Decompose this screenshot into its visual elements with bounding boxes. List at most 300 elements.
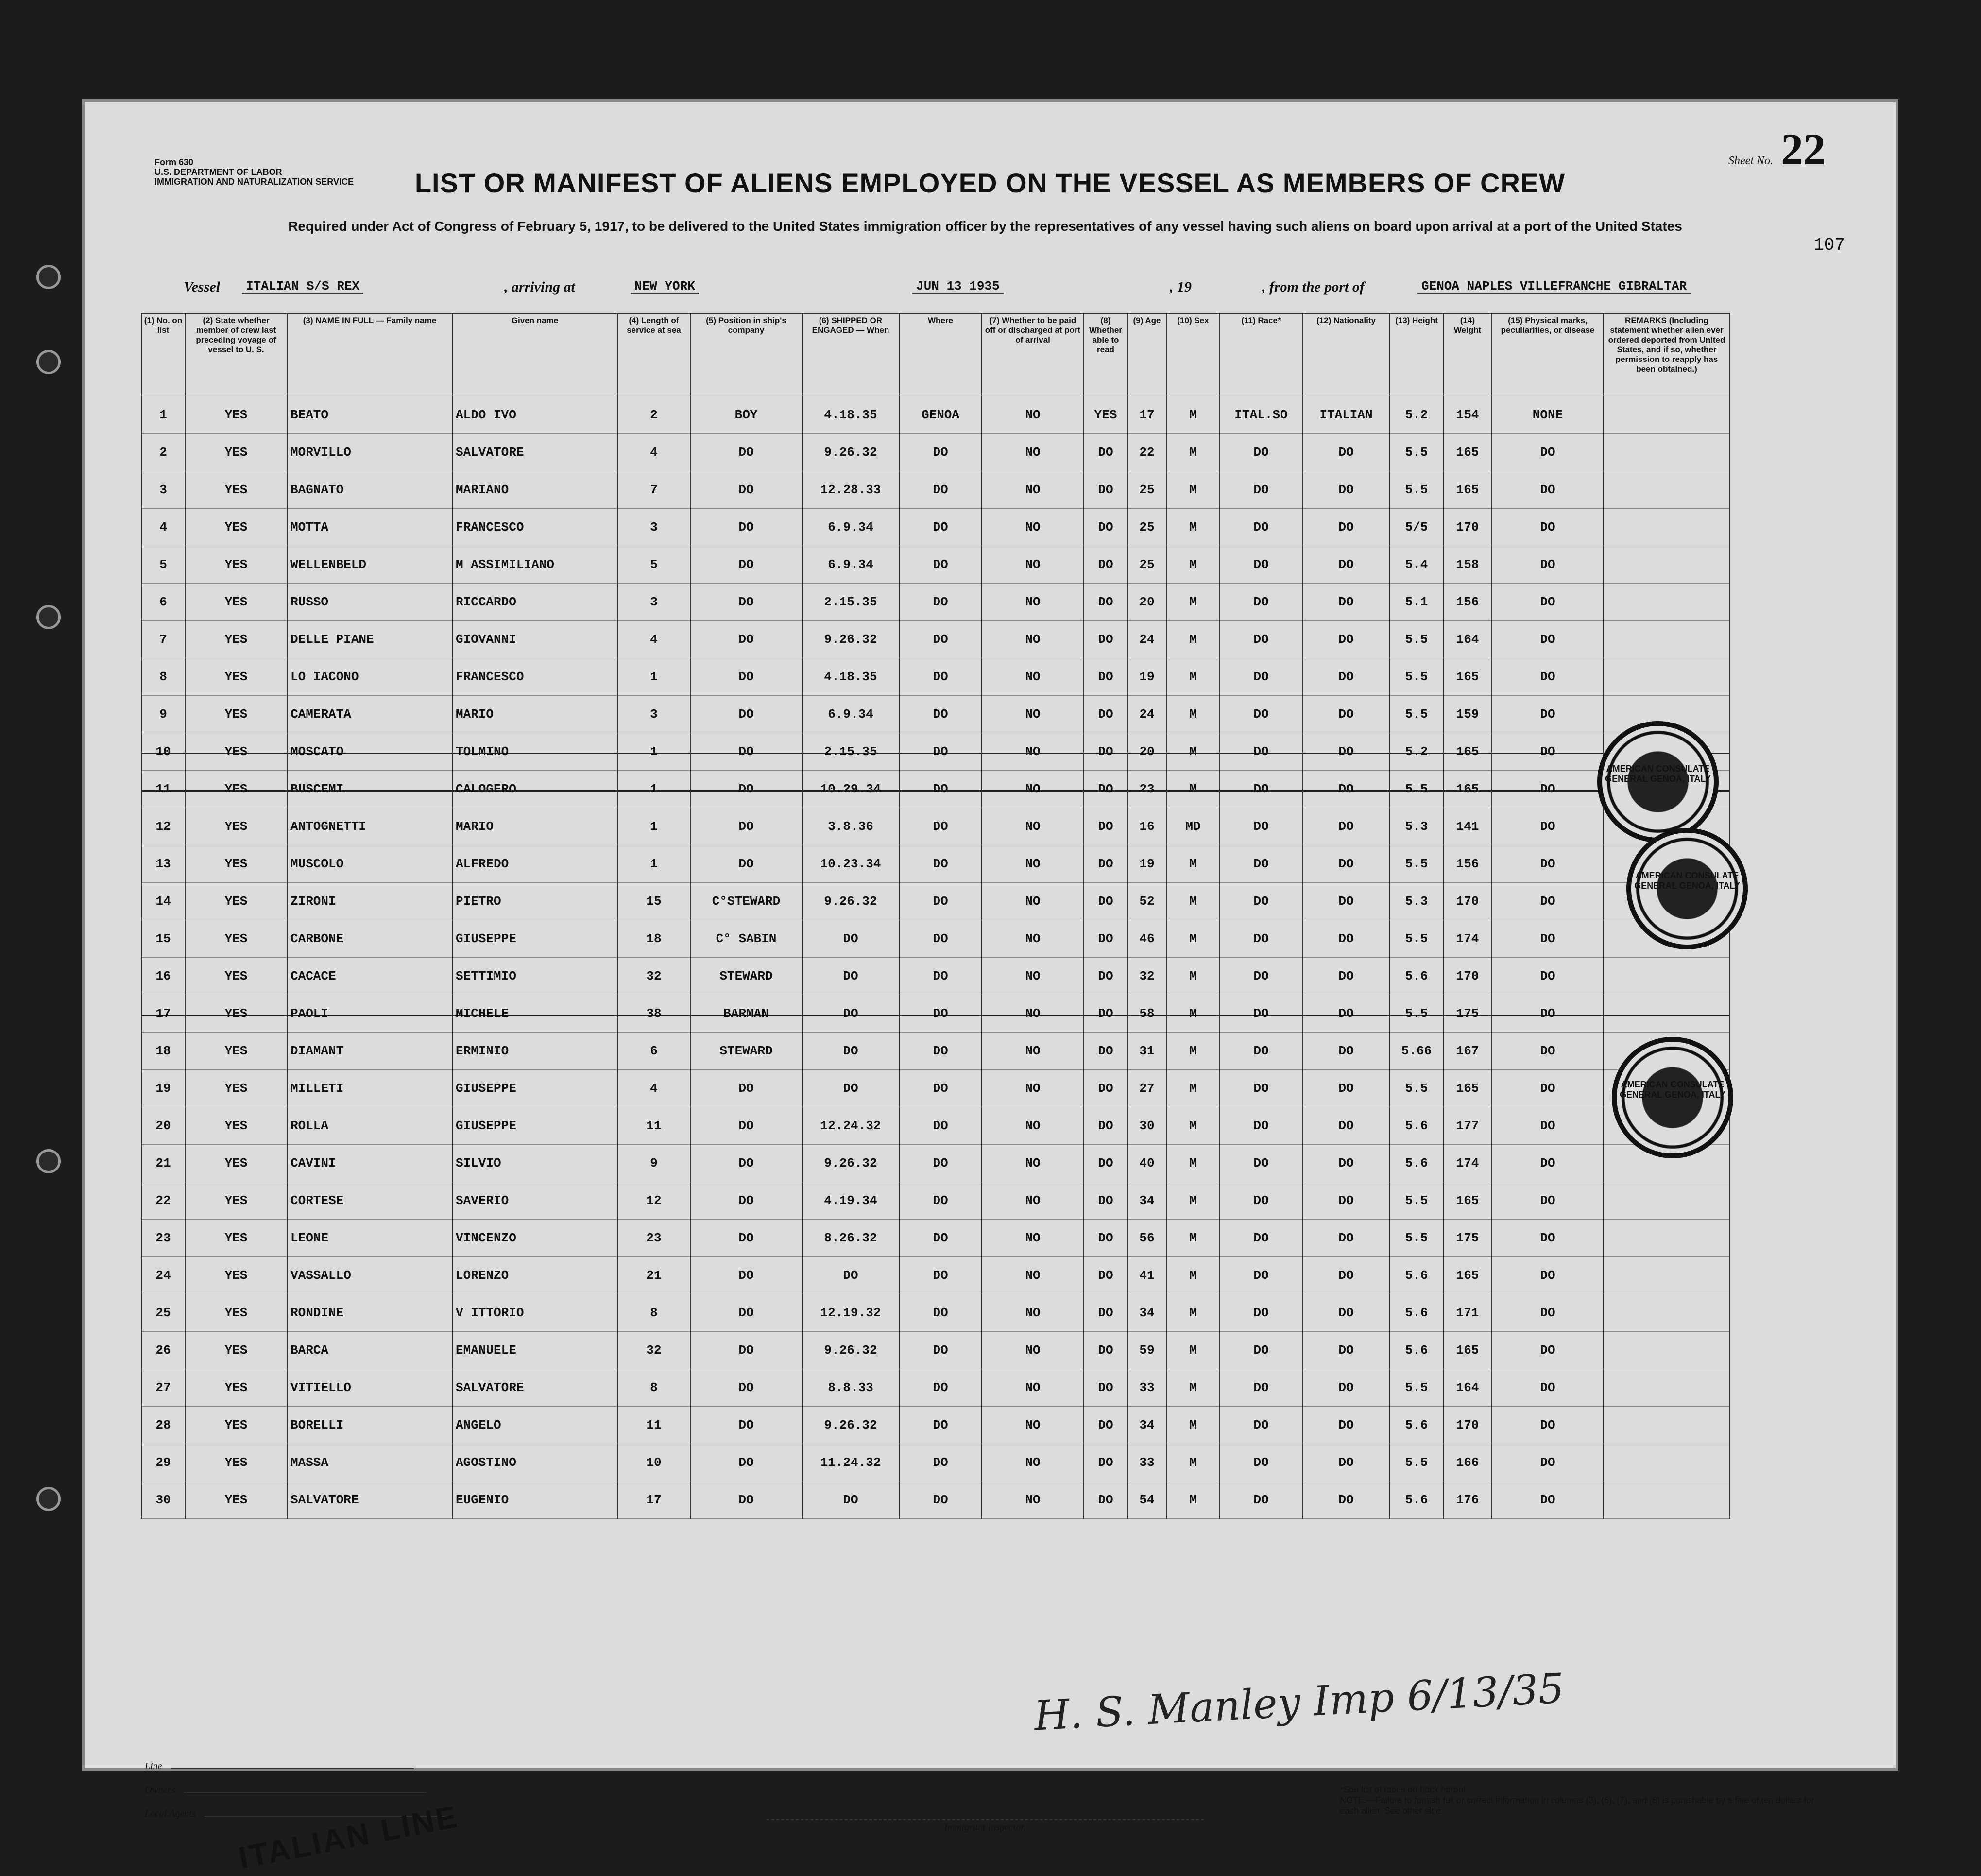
- nationality-cell: DO: [1302, 1220, 1390, 1257]
- service-length-cell: 1: [617, 808, 690, 845]
- nationality-cell: DO: [1302, 621, 1390, 658]
- family-name-cell: BAGNATO: [287, 471, 452, 509]
- shipped-when-cell: 6.9.34: [802, 546, 899, 584]
- position-cell: DO: [690, 1257, 802, 1294]
- able-to-read-cell: DO: [1084, 995, 1127, 1033]
- able-to-read-cell: DO: [1084, 509, 1127, 546]
- col-header-height: (13) Height: [1390, 313, 1443, 396]
- service-length-cell: 3: [617, 509, 690, 546]
- service-length-cell: 15: [617, 883, 690, 920]
- position-cell: DO: [690, 1182, 802, 1220]
- table-row: [141, 509, 1730, 546]
- weight-cell: 158: [1443, 546, 1492, 584]
- physical-marks-cell: DO: [1492, 1033, 1604, 1070]
- position-cell: DO: [690, 1407, 802, 1444]
- age-cell: 20: [1127, 733, 1166, 771]
- table-row: [141, 696, 1730, 733]
- physical-marks-cell: DO: [1492, 1220, 1604, 1257]
- able-to-read-cell: DO: [1084, 1257, 1127, 1294]
- previous-voyage-cell: YES: [185, 434, 287, 471]
- remarks-cell: [1604, 471, 1730, 509]
- weight-cell: 156: [1443, 845, 1492, 883]
- position-cell: DO: [690, 658, 802, 696]
- previous-voyage-cell: YES: [185, 733, 287, 771]
- sex-cell: M: [1166, 1145, 1220, 1182]
- given-name-cell: ANGELO: [452, 1407, 617, 1444]
- binder-hole: [36, 605, 61, 629]
- weight-cell: 165: [1443, 658, 1492, 696]
- col-header-no: (1) No. on list: [141, 313, 185, 396]
- remarks-cell: [1604, 1369, 1730, 1407]
- shipped-when-cell: 6.9.34: [802, 696, 899, 733]
- row-number-cell: 16: [141, 958, 185, 995]
- physical-marks-cell: DO: [1492, 471, 1604, 509]
- paid-off-cell: NO: [982, 883, 1084, 920]
- paid-off-cell: NO: [982, 920, 1084, 958]
- race-cell: DO: [1220, 696, 1302, 733]
- remarks-cell: [1604, 621, 1730, 658]
- shipped-when-cell: 6.9.34: [802, 509, 899, 546]
- height-cell: 5.5: [1390, 1220, 1443, 1257]
- position-cell: DO: [690, 546, 802, 584]
- weight-cell: 164: [1443, 1369, 1492, 1407]
- family-name-cell: PAOLI: [287, 995, 452, 1033]
- height-cell: 5.5: [1390, 1369, 1443, 1407]
- shipped-where-cell: DO: [899, 771, 982, 808]
- height-cell: 5.5: [1390, 1182, 1443, 1220]
- service-length-cell: 1: [617, 658, 690, 696]
- physical-marks-cell: DO: [1492, 1369, 1604, 1407]
- position-cell: DO: [690, 471, 802, 509]
- height-cell: 5.6: [1390, 1107, 1443, 1145]
- sex-cell: M: [1166, 621, 1220, 658]
- col-header-given-name: Given name: [452, 313, 617, 396]
- table-row: [141, 1257, 1730, 1294]
- race-cell: DO: [1220, 920, 1302, 958]
- sex-cell: M: [1166, 1332, 1220, 1369]
- height-cell: 5.3: [1390, 808, 1443, 845]
- shipped-when-cell: 2.15.35: [802, 584, 899, 621]
- height-cell: 5.3: [1390, 883, 1443, 920]
- arriving-label: , arriving at: [504, 279, 575, 295]
- table-row: [141, 958, 1730, 995]
- weight-cell: 159: [1443, 696, 1492, 733]
- given-name-cell: GIOVANNI: [452, 621, 617, 658]
- shipped-where-cell: DO: [899, 920, 982, 958]
- previous-voyage-cell: YES: [185, 621, 287, 658]
- shipped-when-cell: 9.26.32: [802, 883, 899, 920]
- family-name-cell: VASSALLO: [287, 1257, 452, 1294]
- age-cell: 59: [1127, 1332, 1166, 1369]
- owners-label: Owners: [145, 1785, 175, 1795]
- position-cell: DO: [690, 1481, 802, 1519]
- age-cell: 19: [1127, 845, 1166, 883]
- sex-cell: M: [1166, 1220, 1220, 1257]
- remarks-cell: [1604, 546, 1730, 584]
- race-cell: DO: [1220, 1369, 1302, 1407]
- table-row: [141, 1444, 1730, 1481]
- position-cell: DO: [690, 1369, 802, 1407]
- height-cell: 5.6: [1390, 1407, 1443, 1444]
- able-to-read-cell: DO: [1084, 771, 1127, 808]
- height-cell: 5.6: [1390, 1332, 1443, 1369]
- able-to-read-cell: DO: [1084, 733, 1127, 771]
- row-number-cell: 19: [141, 1070, 185, 1107]
- service-length-cell: 1: [617, 771, 690, 808]
- sex-cell: M: [1166, 920, 1220, 958]
- shipped-when-cell: 12.28.33: [802, 471, 899, 509]
- sex-cell: M: [1166, 995, 1220, 1033]
- table-row: [141, 1145, 1730, 1182]
- family-name-cell: MOTTA: [287, 509, 452, 546]
- able-to-read-cell: DO: [1084, 621, 1127, 658]
- sex-cell: M: [1166, 1070, 1220, 1107]
- weight-cell: 165: [1443, 771, 1492, 808]
- seal-text: AMERICAN CONSULATE GENERAL GENOA, ITALY: [1620, 1080, 1725, 1100]
- row-number-cell: 8: [141, 658, 185, 696]
- sex-cell: M: [1166, 509, 1220, 546]
- col-header-shipped-where: Where: [899, 313, 982, 396]
- remarks-cell: [1604, 1481, 1730, 1519]
- service-length-cell: 18: [617, 920, 690, 958]
- remarks-cell: [1604, 958, 1730, 995]
- physical-marks-cell: DO: [1492, 509, 1604, 546]
- shipped-where-cell: DO: [899, 1220, 982, 1257]
- previous-voyage-cell: YES: [185, 471, 287, 509]
- height-cell: 5.5: [1390, 920, 1443, 958]
- manifest-sheet: [82, 99, 1898, 1876]
- given-name-cell: SAVERIO: [452, 1182, 617, 1220]
- race-cell: ITAL.SO: [1220, 396, 1302, 434]
- shipped-where-cell: DO: [899, 434, 982, 471]
- table-row: [141, 771, 1730, 808]
- table-row: [141, 808, 1730, 845]
- nationality-cell: DO: [1302, 1332, 1390, 1369]
- service-length-cell: 11: [617, 1107, 690, 1145]
- physical-marks-cell: DO: [1492, 658, 1604, 696]
- col-header-service: (4) Length of service at sea: [617, 313, 690, 396]
- arrival-date: JUN 13 1935: [912, 279, 1004, 294]
- shipped-when-cell: DO: [802, 995, 899, 1033]
- previous-voyage-cell: YES: [185, 808, 287, 845]
- crew-table: [141, 313, 1730, 1519]
- given-name-cell: MARIO: [452, 808, 617, 845]
- height-cell: 5.5: [1390, 1444, 1443, 1481]
- position-cell: DO: [690, 584, 802, 621]
- able-to-read-cell: DO: [1084, 883, 1127, 920]
- family-name-cell: MORVILLO: [287, 434, 452, 471]
- height-cell: 5.5: [1390, 658, 1443, 696]
- race-cell: DO: [1220, 1444, 1302, 1481]
- nationality-cell: DO: [1302, 1070, 1390, 1107]
- age-cell: 33: [1127, 1444, 1166, 1481]
- previous-voyage-cell: YES: [185, 1107, 287, 1145]
- binder-hole: [36, 1149, 61, 1173]
- shipped-when-cell: DO: [802, 1481, 899, 1519]
- previous-voyage-cell: YES: [185, 1407, 287, 1444]
- position-cell: DO: [690, 1332, 802, 1369]
- remarks-cell: [1604, 396, 1730, 434]
- remarks-cell: [1604, 1407, 1730, 1444]
- weight-cell: 165: [1443, 1332, 1492, 1369]
- physical-marks-cell: DO: [1492, 733, 1604, 771]
- weight-cell: 167: [1443, 1033, 1492, 1070]
- shipped-when-cell: 11.24.32: [802, 1444, 899, 1481]
- race-cell: DO: [1220, 1481, 1302, 1519]
- family-name-cell: ROLLA: [287, 1107, 452, 1145]
- paid-off-cell: NO: [982, 771, 1084, 808]
- height-cell: 5.2: [1390, 396, 1443, 434]
- shipped-when-cell: DO: [802, 920, 899, 958]
- service-length-cell: 1: [617, 845, 690, 883]
- service-length-cell: 38: [617, 995, 690, 1033]
- paid-off-cell: NO: [982, 584, 1084, 621]
- table-row: [141, 920, 1730, 958]
- weight-cell: 166: [1443, 1444, 1492, 1481]
- sex-cell: M: [1166, 733, 1220, 771]
- given-name-cell: MARIANO: [452, 471, 617, 509]
- race-cell: DO: [1220, 1407, 1302, 1444]
- race-cell: DO: [1220, 808, 1302, 845]
- remarks-cell: [1604, 1294, 1730, 1332]
- shipped-where-cell: DO: [899, 584, 982, 621]
- age-cell: 40: [1127, 1145, 1166, 1182]
- paid-off-cell: NO: [982, 1220, 1084, 1257]
- remarks-cell: [1604, 434, 1730, 471]
- position-cell: DO: [690, 808, 802, 845]
- family-name-cell: CAMERATA: [287, 696, 452, 733]
- nationality-cell: DO: [1302, 434, 1390, 471]
- position-cell: DO: [690, 771, 802, 808]
- paid-off-cell: NO: [982, 1257, 1084, 1294]
- able-to-read-cell: DO: [1084, 1107, 1127, 1145]
- shipped-when-cell: DO: [802, 1257, 899, 1294]
- position-cell: DO: [690, 1220, 802, 1257]
- nationality-cell: DO: [1302, 1257, 1390, 1294]
- line-rule: [171, 1768, 414, 1769]
- family-name-cell: CORTESE: [287, 1182, 452, 1220]
- height-cell: 5.6: [1390, 1481, 1443, 1519]
- shipped-where-cell: DO: [899, 1033, 982, 1070]
- race-cell: DO: [1220, 1182, 1302, 1220]
- nationality-cell: DO: [1302, 584, 1390, 621]
- shipped-when-cell: 9.26.32: [802, 621, 899, 658]
- age-cell: 34: [1127, 1182, 1166, 1220]
- physical-marks-cell: DO: [1492, 1294, 1604, 1332]
- height-cell: 5.5: [1390, 845, 1443, 883]
- age-cell: 25: [1127, 546, 1166, 584]
- sheet-number-label: Sheet No.: [1728, 155, 1773, 167]
- given-name-cell: EMANUELE: [452, 1332, 617, 1369]
- consulate-seal: [1626, 828, 1748, 949]
- row-number-cell: 1: [141, 396, 185, 434]
- remarks-cell: [1604, 1332, 1730, 1369]
- previous-voyage-cell: YES: [185, 696, 287, 733]
- given-name-cell: SILVIO: [452, 1145, 617, 1182]
- sex-cell: M: [1166, 1407, 1220, 1444]
- able-to-read-cell: DO: [1084, 1182, 1127, 1220]
- shipped-where-cell: DO: [899, 509, 982, 546]
- remarks-cell: [1604, 1220, 1730, 1257]
- sex-cell: M: [1166, 471, 1220, 509]
- weight-cell: 174: [1443, 1145, 1492, 1182]
- service-length-cell: 12: [617, 1182, 690, 1220]
- col-header-paid-off: (7) Whether to be paid off or discharged at port of arrival: [982, 313, 1084, 396]
- paid-off-cell: NO: [982, 1070, 1084, 1107]
- age-cell: 19: [1127, 658, 1166, 696]
- position-cell: DO: [690, 696, 802, 733]
- family-name-cell: WELLENBELD: [287, 546, 452, 584]
- weight-cell: 177: [1443, 1107, 1492, 1145]
- row-number-cell: 30: [141, 1481, 185, 1519]
- sex-cell: MD: [1166, 808, 1220, 845]
- department-name: U.S. DEPARTMENT OF LABOR: [154, 167, 282, 177]
- able-to-read-cell: DO: [1084, 658, 1127, 696]
- race-cell: DO: [1220, 1332, 1302, 1369]
- paid-off-cell: NO: [982, 1444, 1084, 1481]
- shipped-where-cell: DO: [899, 808, 982, 845]
- age-cell: 52: [1127, 883, 1166, 920]
- row-number-cell: 18: [141, 1033, 185, 1070]
- race-cell: DO: [1220, 1294, 1302, 1332]
- binder-hole: [36, 1487, 61, 1511]
- row-number-cell: 27: [141, 1369, 185, 1407]
- shipped-where-cell: DO: [899, 696, 982, 733]
- physical-marks-cell: DO: [1492, 434, 1604, 471]
- row-number-cell: 25: [141, 1294, 185, 1332]
- paid-off-cell: NO: [982, 396, 1084, 434]
- family-name-cell: BORELLI: [287, 1407, 452, 1444]
- row-number-cell: 20: [141, 1107, 185, 1145]
- nationality-cell: DO: [1302, 1369, 1390, 1407]
- sex-cell: M: [1166, 696, 1220, 733]
- age-cell: 32: [1127, 958, 1166, 995]
- service-length-cell: 6: [617, 1033, 690, 1070]
- previous-voyage-cell: YES: [185, 883, 287, 920]
- age-cell: 17: [1127, 396, 1166, 434]
- family-name-cell: CAVINI: [287, 1145, 452, 1182]
- italian-line-stamp: ITALIAN LINE: [236, 1798, 461, 1876]
- line-label: Line: [145, 1761, 162, 1772]
- service-length-cell: 32: [617, 1332, 690, 1369]
- able-to-read-cell: DO: [1084, 1481, 1127, 1519]
- physical-marks-cell: DO: [1492, 546, 1604, 584]
- nationality-cell: DO: [1302, 1182, 1390, 1220]
- nationality-cell: DO: [1302, 958, 1390, 995]
- position-cell: DO: [690, 621, 802, 658]
- service-length-cell: 5: [617, 546, 690, 584]
- height-cell: 5.5: [1390, 621, 1443, 658]
- family-name-cell: RUSSO: [287, 584, 452, 621]
- vessel-label: Vessel: [184, 279, 220, 295]
- table-row: [141, 883, 1730, 920]
- age-cell: 23: [1127, 771, 1166, 808]
- col-header-previous-voyage: (2) State whether member of crew last preceding voyage of vessel to U. S.: [185, 313, 287, 396]
- given-name-cell: SALVATORE: [452, 1369, 617, 1407]
- table-row: [141, 621, 1730, 658]
- paid-off-cell: NO: [982, 658, 1084, 696]
- remarks-cell: [1604, 509, 1730, 546]
- service-length-cell: 4: [617, 621, 690, 658]
- able-to-read-cell: DO: [1084, 1294, 1127, 1332]
- height-cell: 5.5: [1390, 434, 1443, 471]
- remarks-cell: [1604, 1257, 1730, 1294]
- shipped-when-cell: 9.26.32: [802, 434, 899, 471]
- shipped-when-cell: 12.19.32: [802, 1294, 899, 1332]
- previous-voyage-cell: YES: [185, 1220, 287, 1257]
- row-number-cell: 21: [141, 1145, 185, 1182]
- paid-off-cell: NO: [982, 471, 1084, 509]
- row-number-cell: 29: [141, 1444, 185, 1481]
- weight-cell: 165: [1443, 733, 1492, 771]
- table-row: [141, 995, 1730, 1033]
- physical-marks-cell: DO: [1492, 584, 1604, 621]
- sex-cell: M: [1166, 845, 1220, 883]
- position-cell: BARMAN: [690, 995, 802, 1033]
- sex-cell: M: [1166, 396, 1220, 434]
- nationality-cell: DO: [1302, 546, 1390, 584]
- table-row: [141, 1220, 1730, 1257]
- physical-marks-cell: NONE: [1492, 396, 1604, 434]
- race-cell: DO: [1220, 546, 1302, 584]
- family-name-cell: MILLETI: [287, 1070, 452, 1107]
- given-name-cell: SETTIMIO: [452, 958, 617, 995]
- height-cell: 5.6: [1390, 958, 1443, 995]
- previous-voyage-cell: YES: [185, 1369, 287, 1407]
- service-length-cell: 23: [617, 1220, 690, 1257]
- able-to-read-cell: DO: [1084, 1407, 1127, 1444]
- position-cell: DO: [690, 845, 802, 883]
- nationality-cell: DO: [1302, 845, 1390, 883]
- race-cell: DO: [1220, 1070, 1302, 1107]
- family-name-cell: SALVATORE: [287, 1481, 452, 1519]
- physical-marks-cell: DO: [1492, 808, 1604, 845]
- shipped-where-cell: DO: [899, 1481, 982, 1519]
- shipped-where-cell: DO: [899, 1407, 982, 1444]
- previous-voyage-cell: YES: [185, 1444, 287, 1481]
- physical-marks-cell: DO: [1492, 995, 1604, 1033]
- height-cell: 5.5: [1390, 771, 1443, 808]
- remarks-cell: [1604, 1182, 1730, 1220]
- col-header-weight: (14) Weight: [1443, 313, 1492, 396]
- shipped-when-cell: 3.8.36: [802, 808, 899, 845]
- table-row: [141, 845, 1730, 883]
- age-cell: 24: [1127, 696, 1166, 733]
- stamped-number: 107: [1813, 235, 1845, 255]
- shipped-when-cell: DO: [802, 958, 899, 995]
- row-number-cell: 24: [141, 1257, 185, 1294]
- note-races: *See list of races on back hereof.: [1340, 1785, 1469, 1794]
- given-name-cell: GIUSEPPE: [452, 920, 617, 958]
- shipped-where-cell: DO: [899, 546, 982, 584]
- row-number-cell: 17: [141, 995, 185, 1033]
- table-row: [141, 471, 1730, 509]
- height-cell: 5.6: [1390, 1294, 1443, 1332]
- nationality-cell: DO: [1302, 696, 1390, 733]
- race-cell: DO: [1220, 995, 1302, 1033]
- weight-cell: 154: [1443, 396, 1492, 434]
- paid-off-cell: NO: [982, 845, 1084, 883]
- given-name-cell: AGOSTINO: [452, 1444, 617, 1481]
- height-cell: 5.66: [1390, 1033, 1443, 1070]
- table-row: [141, 733, 1730, 771]
- sex-cell: M: [1166, 1369, 1220, 1407]
- able-to-read-cell: DO: [1084, 546, 1127, 584]
- physical-marks-cell: DO: [1492, 958, 1604, 995]
- position-cell: DO: [690, 1294, 802, 1332]
- given-name-cell: TOLMINO: [452, 733, 617, 771]
- age-cell: 20: [1127, 584, 1166, 621]
